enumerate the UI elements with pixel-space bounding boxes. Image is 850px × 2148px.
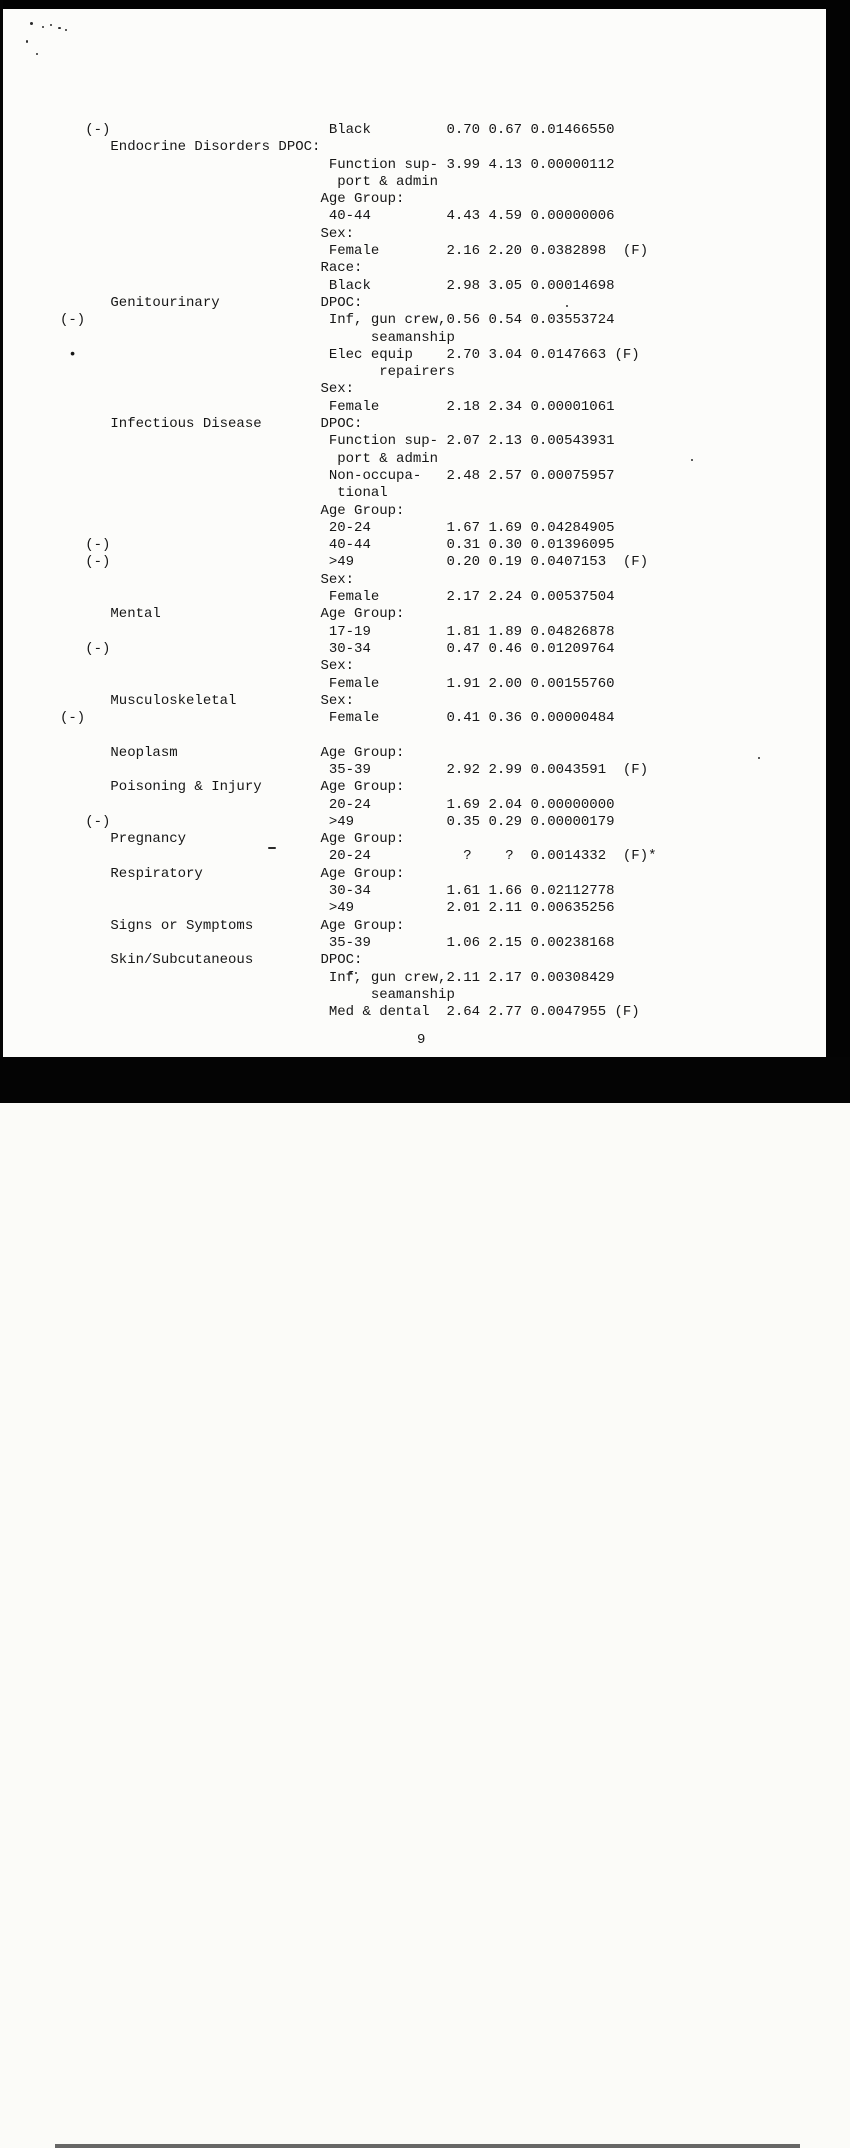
text-line: Female 2.18 2.34 0.00001061: [60, 398, 615, 415]
scan-artifact-dot: [36, 53, 38, 55]
text-line: 17-19 1.81 1.89 0.04826878: [60, 623, 615, 640]
text-line: Poisoning & Injury Age Group:: [60, 779, 405, 796]
scan-border-bottom: [0, 1057, 850, 1103]
text-line: Sex:: [60, 381, 355, 398]
text-line: 20-24 ? ? 0.0014332 (F)*: [60, 848, 657, 865]
text-line: Function sup- 2.07 2.13 0.00543931: [60, 433, 615, 450]
text-line: (-) Female 0.41 0.36 0.00000484: [60, 710, 615, 727]
scan-artifact-dot: [50, 24, 52, 26]
text-line: (-) >49 0.20 0.19 0.0407153 (F): [60, 554, 649, 571]
text-line: Female 2.16 2.20 0.0382898 (F): [60, 243, 649, 260]
text-line: Age Group:: [60, 191, 405, 208]
text-line: Age Group:: [60, 502, 405, 519]
text-line: (-) Inf, gun crew,0.56 0.54 0.03553724: [60, 312, 615, 329]
text-line: repairers: [60, 364, 455, 381]
text-line: (-) 40-44 0.31 0.30 0.01396095: [60, 537, 615, 554]
text-line: Endocrine Disorders DPOC:: [60, 139, 321, 156]
scan-artifact-dot: [65, 29, 67, 31]
scan-artifact-dot: [30, 22, 33, 25]
scan-border-left: [0, 0, 3, 1103]
text-line: [60, 727, 657, 744]
text-line: port & admin: [60, 450, 439, 467]
text-line: 30-34 1.61 1.66 0.02112778: [60, 883, 615, 900]
text-line: Race:: [60, 260, 363, 277]
text-line: Female 1.91 2.00 0.00155760: [60, 675, 615, 692]
text-line: Sex:: [60, 225, 355, 242]
page-number: 9: [417, 1032, 426, 1048]
text-line: 35-39 2.92 2.99 0.0043591 (F): [60, 761, 649, 778]
text-line: Function sup- 3.99 4.13 0.00000112: [60, 156, 615, 173]
text-line: Musculoskeletal Sex:: [60, 692, 355, 709]
text-line: (-) Black 0.70 0.67 0.01466550: [60, 122, 615, 138]
report-table-text: [60, 122, 657, 1021]
text-line: 20-24 1.67 1.69 0.04284905: [60, 519, 615, 536]
text-line: Neoplasm Age Group:: [60, 744, 405, 761]
text-line: seamanship: [60, 986, 455, 1003]
text-line: Infectious Disease DPOC:: [60, 416, 363, 433]
scan-artifact-dot: [758, 757, 760, 759]
text-line: Respiratory Age Group:: [60, 865, 405, 882]
text-line: Signs or Symptoms Age Group:: [60, 917, 405, 934]
text-line: • Elec equip 2.70 3.04 0.0147663 (F): [60, 346, 640, 363]
scan-artifact-dot: [691, 459, 693, 461]
text-line: 35-39 1.06 2.15 0.00238168: [60, 934, 615, 951]
scan-border-top: [0, 0, 850, 9]
text-line: Sex:: [60, 658, 355, 675]
text-line: Non-occupa- 2.48 2.57 0.00075957: [60, 467, 615, 484]
text-line: Genitourinary DPOC:: [60, 294, 363, 311]
text-line: 20-24 1.69 2.04 0.00000000: [60, 796, 615, 813]
scan-streak: [55, 2144, 800, 2148]
text-line: Female 2.17 2.24 0.00537504: [60, 589, 615, 606]
text-line: Black 2.98 3.05 0.00014698: [60, 277, 615, 294]
text-line: >49 2.01 2.11 0.00635256: [60, 900, 615, 917]
text-line: tional: [60, 485, 388, 502]
text-line: Inf, gun crew,2.11 2.17 0.00308429: [60, 969, 615, 986]
text-line: seamanship: [60, 329, 455, 346]
text-line: Pregnancy Age Group:: [60, 831, 405, 848]
text-line: Sex:: [60, 571, 355, 588]
text-line: port & admin: [60, 173, 439, 190]
text-line: (-) 30-34 0.47 0.46 0.01209764: [60, 640, 615, 657]
text-line: 40-44 4.43 4.59 0.00000006: [60, 208, 615, 225]
scan-artifact-dot: [26, 40, 28, 43]
scan-artifact-dot: [42, 26, 44, 28]
text-line: Skin/Subcutaneous DPOC:: [60, 952, 363, 969]
text-line: Med & dental 2.64 2.77 0.0047955 (F): [60, 1004, 640, 1021]
text-line: Mental Age Group:: [60, 606, 405, 623]
text-line: (-) >49 0.35 0.29 0.00000179: [60, 813, 615, 830]
scanned-page: [3, 9, 826, 1057]
scan-border-right: [826, 0, 850, 1103]
scan-artifact-dot: [58, 27, 61, 29]
